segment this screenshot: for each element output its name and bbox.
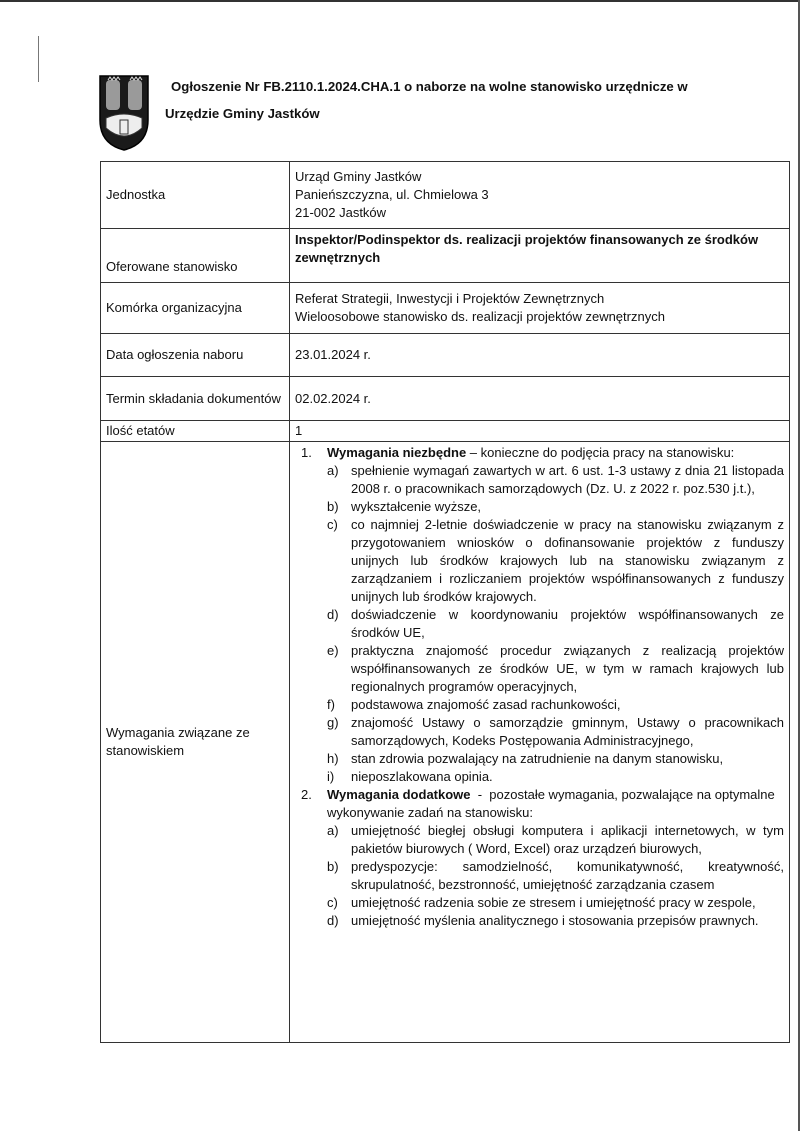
document-title <box>165 73 765 127</box>
value-line: Referat Strategii, Inwestycji i Projektów Zewnętrznych <box>295 291 605 306</box>
sub-list <box>327 462 784 786</box>
sub-list <box>327 822 784 930</box>
item-text: doświadczenie w koordynowaniu projektów współfinansowanych ze środków UE, <box>351 607 784 640</box>
item-text: spełnienie wymagań zawartych w art. 6 ust. 1-3 ustawy z dnia 21 listopada 2008 r. o pracownikach samorządowych (Dz. U. z 2022 r. poz.530 j.t.), <box>351 463 784 496</box>
value-line: Panieńszczyzna, ul. Chmielowa 3 <box>295 187 489 202</box>
item-text: umiejętność radzenia sobie ze stresem i umiejętność pracy w zespole, <box>351 895 756 910</box>
value-line: 23.01.2024 r. <box>295 347 371 362</box>
table-row <box>101 162 790 229</box>
table-row <box>101 442 790 1043</box>
row-label: Termin składania dokumentów <box>101 377 290 421</box>
item-text: co najmniej 2-letnie doświadczenie w pracy na stanowisku związanym z przygotowaniem wniosków o dofinansowanie projektów z funduszy unijnych lub środków krajowych lub na stanowisku związanym z zarządzaniem i rozliczaniem projektów współfinansowanych z funduszy unijnych lub środków krajowych. <box>351 517 784 604</box>
item-text: nieposzlakowana opinia. <box>351 769 493 784</box>
section-number: 1. <box>301 445 312 460</box>
item-marker: c) <box>327 895 338 910</box>
requirements-section <box>301 444 784 786</box>
list-item <box>327 642 784 696</box>
item-text: wykształcenie wyższe, <box>351 499 482 514</box>
item-marker: b) <box>327 499 339 514</box>
value-line: 21-002 Jastków <box>295 205 387 220</box>
list-item <box>327 768 784 786</box>
table-row <box>101 377 790 421</box>
item-marker: f) <box>327 697 335 712</box>
row-label: Data ogłoszenia naboru <box>101 334 290 377</box>
item-marker: h) <box>327 751 339 766</box>
item-marker: b) <box>327 859 339 874</box>
title-line-1: Ogłoszenie Nr FB.2110.1.2024.CHA.1 o naborze na wolne stanowisko urzędnicze w <box>171 79 688 94</box>
item-text: umiejętność myślenia analitycznego i stosowania przepisów prawnych. <box>351 913 759 928</box>
item-marker: d) <box>327 913 339 928</box>
item-marker: d) <box>327 607 339 622</box>
item-text: stan zdrowia pozwalający na zatrudnienie na danym stanowisku, <box>351 751 724 766</box>
list-item <box>327 912 784 930</box>
table-row <box>101 421 790 442</box>
list-item <box>327 516 784 606</box>
item-marker: c) <box>327 517 338 532</box>
item-text: znajomość Ustawy o samorządzie gminnym, Ustawy o pracownikach samorządowych, Kodeks Postępowania Administracyjnego, <box>351 715 784 748</box>
list-item <box>327 822 784 858</box>
value-line: 02.02.2024 r. <box>295 390 371 406</box>
list-item <box>327 714 784 750</box>
coat-of-arms-icon <box>98 74 150 152</box>
list-item <box>327 696 784 714</box>
value-line: 1 <box>295 423 303 438</box>
row-label: Ilość etatów <box>101 421 290 442</box>
value-line: Wieloosobowe stanowisko ds. realizacji projektów zewnętrznych <box>295 309 665 324</box>
list-item <box>327 750 784 768</box>
list-item <box>327 606 784 642</box>
value-line: Inspektor/Podinspektor ds. realizacji projektów finansowanych ze środków zewnętrznych <box>295 232 759 265</box>
row-value <box>290 421 790 442</box>
row-value <box>290 162 790 229</box>
item-text: praktyczna znajomość procedur związanych z realizacją projektów współfinansowanych ze środków UE, w tym w ramach krajowych lub regionalnych programów operacyjnych, <box>351 643 784 694</box>
section-title: Wymagania dodatkowe <box>327 787 471 802</box>
requirements-list <box>295 444 784 930</box>
row-label <box>101 229 290 283</box>
label-text: Oferowane stanowisko <box>106 259 238 274</box>
list-item <box>327 462 784 498</box>
section-number: 2. <box>301 787 312 802</box>
section-intro: - pozostałe wymagania, pozwalające na optymalne wykonywanie zadań na stanowisku: <box>327 787 779 820</box>
table-row <box>101 283 790 334</box>
item-marker: e) <box>327 643 339 658</box>
job-offer-table <box>100 161 790 1043</box>
list-item <box>327 894 784 912</box>
section-title: Wymagania niezbędne <box>327 445 467 460</box>
row-label: Komórka organizacyjna <box>101 283 290 334</box>
row-value <box>290 229 790 283</box>
table-row <box>101 229 790 283</box>
item-marker: a) <box>327 463 339 478</box>
item-marker: i) <box>327 769 335 784</box>
table-row <box>101 334 790 377</box>
row-label: Jednostka <box>101 162 290 229</box>
item-text: podstawowa znajomość zasad rachunkowości, <box>351 697 621 712</box>
item-text: predyspozycje: samodzielność, komunikatywność, kreatywność, skrupulatność, bezstronność, umiejętność zarządzania czasem <box>351 859 784 892</box>
row-label: Wymagania związane ze stanowiskiem <box>101 442 290 1043</box>
value-line: Urząd Gminy Jastków <box>295 169 422 184</box>
item-marker: g) <box>327 715 339 730</box>
list-item <box>327 498 784 516</box>
row-value <box>290 334 790 377</box>
scan-edge-top <box>0 0 800 2</box>
row-value <box>290 283 790 334</box>
row-value <box>290 377 790 421</box>
title-line-2: Urzędzie Gminy Jastków <box>165 106 320 121</box>
margin-mark <box>38 36 39 82</box>
item-text: umiejętność biegłej obsługi komputera i aplikacji internetowych, w tym pakietów biurowych ( Word, Excel) oraz urządzeń biurowych, <box>351 823 784 856</box>
requirements-section <box>301 786 784 930</box>
requirements-cell <box>290 442 790 1043</box>
section-intro: – konieczne do podjęcia pracy na stanowisku: <box>466 445 735 460</box>
item-marker: a) <box>327 823 339 838</box>
list-item <box>327 858 784 894</box>
